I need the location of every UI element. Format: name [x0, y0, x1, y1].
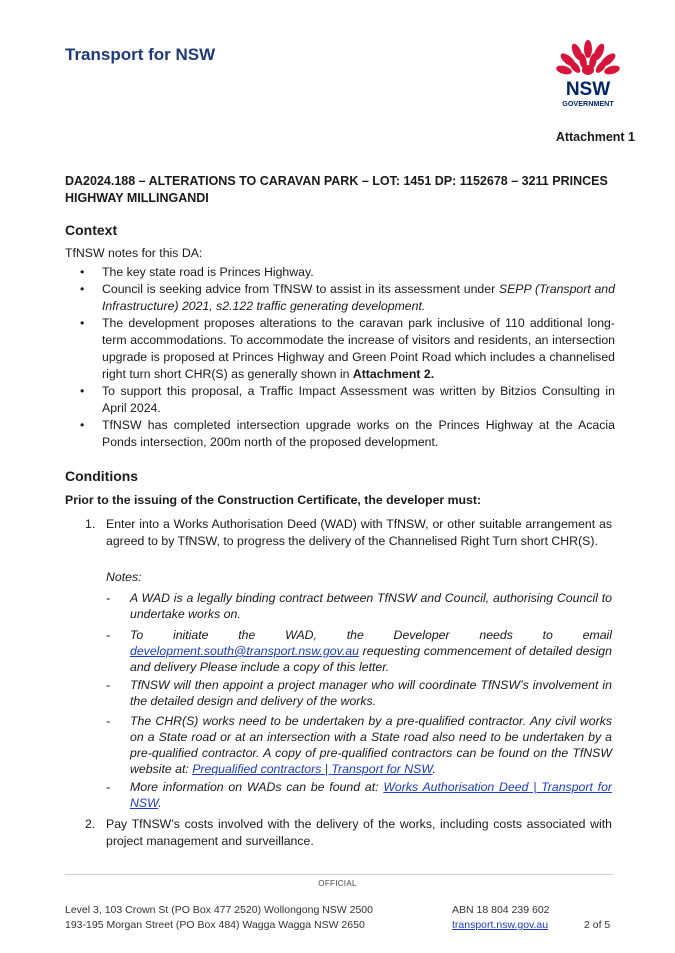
attachment-label: Attachment 1 [555, 130, 635, 144]
conditions-heading: Conditions [65, 468, 139, 484]
context-intro: TfNSW notes for this DA: [65, 246, 203, 260]
list-item: • TfNSW has completed intersection upgrade works on the Princes Highway at the Acacia Ponds intersection, 200m north of the proposed development. [80, 418, 615, 449]
classification-label: OFFICIAL [318, 879, 357, 888]
nsw-government-logo [553, 37, 623, 113]
bullet-icon: • [80, 418, 85, 432]
bullet-icon: • [80, 316, 85, 330]
organization-name: Transport for NSW [65, 45, 216, 64]
notes-heading: Notes: [106, 570, 142, 584]
list-item: • Council is seeking advice from TfNSW to assist in its assessment under SEPP (Transport and Infrastructure) 2021, s2.122 traffic generating development. [80, 282, 615, 313]
list-item: • The key state road is Princes Highway. [80, 265, 314, 279]
dash-icon: - [106, 628, 111, 642]
footer-divider [65, 874, 613, 875]
item-number: 1. [85, 517, 96, 531]
context-bullet-list [65, 264, 615, 451]
list-item: • To support this proposal, a Traffic Impact Assessment was written by Bitzios Consulting in April 2024. [80, 384, 615, 415]
website-link[interactable]: transport.nsw.gov.au [452, 919, 549, 931]
prequalified-contractors-link[interactable]: Prequalified contractors | Transport for NSW [192, 762, 433, 776]
context-heading: Context [65, 222, 118, 238]
page-number: 2 of 5 [584, 919, 611, 931]
dash-icon: - [106, 714, 111, 728]
bullet-icon: • [80, 265, 85, 279]
footer-address: Level 3, 103 Crown St (PO Box 477 2520) Wollongong NSW 2500 193-195 Morgan Street (PO Box 484) Wagga Wagga NSW 2650 [65, 904, 373, 931]
footer-contact [452, 903, 550, 933]
svg-text:NSW: NSW [565, 79, 611, 100]
dash-icon: - [106, 780, 111, 794]
da-title: DA2024.188 – ALTERATIONS TO CARAVAN PARK – LOT: 1451 DP: 1152678 – 3211 PRINCES HIGHWAY MILLINGANDI [65, 174, 608, 205]
dash-icon: - [106, 591, 111, 605]
item-number: 2. [85, 817, 96, 831]
item-text: Pay TfNSW’s costs involved with the delivery of the works, including costs associated with project management and surveillance. [106, 817, 612, 848]
dash-icon: - [106, 678, 111, 692]
bullet-icon: • [80, 384, 85, 398]
waratah-icon [553, 37, 623, 113]
list-item: • The development proposes alterations to the caravan park inclusive of 110 additional long-term accommodations. To accommodate the increase of visitors and residents, an intersection upgrade is proposed at Princes Highway and Green Point Road which includes a channelised right turn short CHR(S) as generally shown in Attachment 2. [80, 316, 615, 381]
works-authorisation-deed-link[interactable]: Works Authorisation Deed | Transport for NSW [130, 780, 613, 810]
prior-statement: Prior to the issuing of the Construction Certificate, the developer must: [65, 493, 482, 507]
abn: ABN 18 804 239 602 [452, 904, 550, 916]
email-link[interactable]: development.south@transport.nsw.gov.au [130, 644, 359, 658]
bullet-icon: • [80, 282, 85, 296]
svg-text:GOVERNMENT: GOVERNMENT [562, 99, 614, 108]
item-text: Enter into a Works Authorisation Deed (WAD) with TfNSW, or other suitable arrangement as agreed to by TfNSW, to progress the delivery of the Channelised Right Turn short CHR(S). [106, 517, 612, 548]
